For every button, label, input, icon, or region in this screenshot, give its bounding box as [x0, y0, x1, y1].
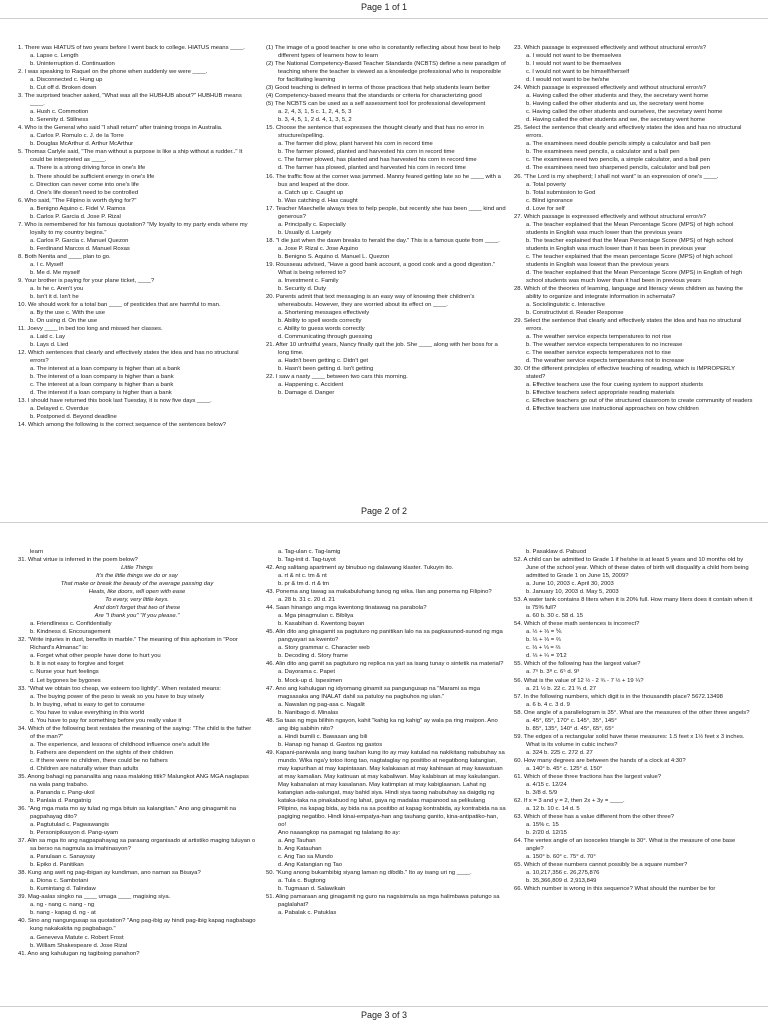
answer-option: b. Security d. Duty [278, 285, 327, 292]
question-text: 34. Which of the following best restates the meaning of the saying: "The child is the father of the man?" [18, 725, 252, 740]
poem-line: Little Things [121, 565, 153, 572]
answer-option: a. Panulaan c. Sanaysay [30, 854, 96, 861]
answer-option: b. Hanap ng hanap d. Gastos ng gastos [278, 741, 383, 748]
question-text: 38. Kung ang awit ng pag-ibigan ay kundiman, ano naman sa Bisaya? [18, 870, 201, 877]
question-text: 52. A child can be admitted to Grade 1 if he/she is at least 5 years and 10 months old by June of the school year. Which of these dates of birth will disqualify a child from being admitted to Grade 1 on June 15, 2009? [514, 557, 749, 580]
answer-option: b. Nanibago d. Minalas [278, 709, 339, 716]
question-text: 21. After 10 unfruitful years, Nancy finally quit the job. She ____ along with her boss for a long time. [266, 342, 498, 357]
answer-option: b. Having called the other students and us, the secretary went home [526, 101, 704, 108]
answer-option: b. Total submission to God [526, 189, 596, 196]
answer-option: a. Principally c. Especially [278, 221, 346, 228]
answer-option: b. I would not want to be themselves [526, 61, 622, 68]
answer-option: a. Total poverty [526, 181, 566, 188]
question-text: 19. Rousseau advised, "Have a good bank account, a good cook and a good digestion." What is being referred to? [266, 261, 496, 276]
page-1-divider [0, 18, 768, 19]
poem-line: And don't forget that two of these [93, 605, 181, 612]
question-text: 57. In the following numbers, which digit is in the thousandth place? 5672.13498 [514, 693, 723, 700]
answer-option: b. Usually d. Largely [278, 229, 332, 236]
answer-option: c. The interest at a loan company is higher than a bank [30, 382, 174, 389]
answer-option: c. Nurse your hurt feelings [30, 669, 99, 676]
question-text: 46. Alin dito ang gamit sa pagtuturo ng replica na yari sa isang tunay o sintetik na material? [266, 661, 504, 668]
answer-option: a. Pagtutulad c. Pagwawangis [30, 822, 109, 829]
answer-option: b. Serenity d. Stillness [30, 117, 89, 124]
answer-option: b. William Shakespeare d. Jose Rizal [30, 942, 128, 949]
question-text: 10. We should work for a total ban ____ of pesticides that are harmful to man. [18, 302, 221, 308]
answer-option: b. Fathers are dependent on the sights of their children [30, 749, 174, 756]
answer-option: a. Mga pinagmulan c. Bibliya [278, 613, 354, 620]
answer-option: a. rt & nt c. tm & nt [278, 573, 327, 580]
answer-option: b. Benigno S. Aquino d. Manuel L. Quezon [278, 253, 390, 260]
answer-option: b. Mock-up d. Ispesimen [278, 677, 343, 684]
question-text: 64. The vertex angle of an isosceles triangle is 30°. What is the measure of one base angle? [514, 838, 736, 853]
answer-option: d. Children are naturally wiser than adults [30, 765, 139, 772]
question-text: 5. Thomas Carlyle said, "The man without a purpose is like a ship without a rudder.." It could be interpreted as ____. [18, 149, 243, 164]
answer-option: a. Effective teachers use the four cueing system to support students [526, 382, 704, 389]
answer-option: a. The experience, and lessons of childhood influence one's adult life [30, 741, 210, 748]
answer-option: a. Laid c. Lay [30, 334, 66, 341]
answer-option: b. Cut off d. Broken down [30, 85, 97, 92]
answer-option: c. Ang Tao sa Mundo [278, 854, 333, 861]
answer-option: a. 7⁶ b. 3⁸ c. 6⁵ d. 9³ [526, 669, 580, 676]
answer-option: c. Effective teachers go out of the structured classroom to create community of readers [526, 398, 753, 405]
answer-option: b. The examinees need pencils, a calculator and a ball pen [526, 149, 680, 156]
question-text: 50. "Kung anong bukambibig siyang laman ng dibdib." Ito ay isang uri ng ____. [266, 870, 472, 877]
answer-option: b. Damage d. Danger [278, 390, 335, 397]
answer-option: d. The farmer has plowed, planted and harvested his corn in record time [278, 165, 466, 172]
question-text: 17. Teacher Maechelle always tries to help people, but recently she has been ____ kind and generous? [266, 205, 506, 220]
answer-option: a. Benigno Aquino c. Fidel V. Ramos [30, 205, 126, 212]
answer-option: a. Happening c. Accident [278, 382, 344, 389]
answer-option: a. Ang Tauhan [278, 838, 316, 845]
answer-option: a. Hadn't been getting c. Didn't get [278, 358, 369, 365]
answer-option: a. 60 b. 30 c. 58 d. 15 [526, 613, 583, 620]
answer-option: b. Pasaklaw d. Pabuod [526, 549, 587, 555]
question-text: 51. Aling pamaraan ang ginagamit ng guro na nagsisimula sa mga halimbawa patungo sa paglalahat? [266, 894, 500, 909]
answer-option: a. Pabalak c. Patuklas [278, 910, 337, 917]
answer-option: c. Ability to guess words correctly [278, 326, 365, 333]
question-text: 58. One angle of a parallelogram is 35°. What are the measures of the other three angels? [514, 709, 750, 716]
question-text: 42. Ang salitang apartment ay binubuo ng dalawang klaster. Tukuyin ito. [266, 565, 454, 572]
question-text: 56. What is the value of 12 ½ - 2 ¾ - 7 ½ + 19 ¼? [514, 677, 644, 684]
page-1-column-1 [18, 44, 256, 430]
question-text: 60. How many degrees are between the hands of a clock at 4:30? [514, 757, 686, 764]
question-text: 13. I should have returned this book last Tuesday, it is now five days ____. [18, 398, 212, 405]
question-text: 35. Anong bahagi ng pananalita ang nasa malaking titik? Malungkot ANG MGA naglapas na wala pang trabaho. [18, 773, 249, 788]
answer-option: a. Tula c. Bugtong [278, 878, 326, 885]
answer-option: a. Nawalan ng pag-asa c. Nagalit [278, 701, 365, 708]
question-text: 61. Which of these three fractions has the largest value? [514, 773, 662, 780]
question-text: 15. Choose the sentence that expresses the thought clearly and that has no error in structure/spelling. [266, 125, 484, 140]
answer-option: c. If there were no children, there could be no fathers [30, 757, 168, 764]
page-2-column-3 [514, 548, 754, 893]
question-text: 32. "Write injuries in dust, benefits in marble." The meaning of this aphorism in "Poor Richard's Almanac" is: [18, 637, 238, 652]
answer-option: d. One's life doesn't need to be controlled [30, 189, 139, 196]
answer-option: c. The examinees need two pencils, a simple calculator, and a ball pen [526, 157, 710, 164]
answer-option: c. Blind ignorance [526, 197, 573, 204]
answer-option: b. Ang Katauhan [278, 846, 322, 853]
answer-option: d. I would not want to be he/she [526, 77, 610, 84]
answer-option: a. Tag-ulan c. Tag-lamig [278, 549, 341, 555]
question-text: 36. "Ang mga mata mo ay tulad ng mga bituin sa kalangitan." Ano ang ginagamit na pagpahayag dito? [18, 806, 237, 821]
question-text: 12. Which sentences that clearly and effectively states the idea and has no structural errors? [18, 350, 239, 365]
answer-option: a. Hush c. Commotion [30, 109, 89, 116]
question-text: 2. I was speaking to Raquel on the phone when suddenly we were ____. [18, 69, 208, 76]
question-text: 41. Ano ang kahulugan ng tagibsing panahon? [18, 950, 140, 957]
answer-option: b. Me d. Me myself [30, 269, 80, 276]
answer-option: a. Forget what other people have done to hurt you [30, 653, 161, 660]
question-text: 49. Kapani-paniwala ang isang tauhan kung ito ay may katulad na nakikitang nabubuhay sa mundo. Wika nga'y totoo itong tao, nagtataglay ng positibo at negatibong katangian, may kapurihan at may kapintasan. May kalakasan at may kahinaan at may kawastuan at may kamalian. May katinuan at may kabaliwan. May kalabisan at may kakulangan. May kabanalan at may kasalanan. May katimpian at may kabiglaanan. Lahat ng katangian ada-salungat, may bahid siya. Hindi siya taong nabubuhay sa daigdig ng kataka-taka na pinakabuod ng lahat, gaya ng madalas mapanood sa pelikulang Pilipino, na kapag bida, ay bida na sa positibo at kapag kontrabida, ay kontrabida na sa pagiging negatibo. Hindi kinai-empatya-han ang tauhang ganito, kina-antipatiko-han, oo! [266, 749, 506, 829]
answer-option: b. Lays d. Lied [30, 342, 69, 349]
answer-option: a. Carlos P. Garcia c. Manuel Quezon [30, 237, 129, 244]
answer-option: a. Pananda c. Pang-ukol [30, 789, 95, 796]
question-text: 30. Of the different principles of effective teaching of reading, which is IMPROPERLY stated? [514, 366, 735, 381]
question-text: (1) The image of a good teacher is one who is constantly reflecting about how best to help different types of learners how to learn [266, 45, 501, 60]
answer-option: b. Panlaia d. Pangatnig [30, 797, 91, 804]
page-2-column-1 [18, 548, 256, 958]
question-text: 11. Joevy ____ in bed too long and missed her classes. [18, 326, 163, 333]
answer-option: d. Let bygones be bygones [30, 677, 101, 684]
answer-option: d. Effective teachers use instructional approaches on how children [526, 406, 699, 413]
answer-option: d. The interest if a loan company is higher than a bank [30, 390, 172, 397]
answer-option: c. The weather service expects temperatures not to rise [526, 350, 671, 357]
answer-option: b. On using d. On the use [30, 318, 98, 325]
question-text: 18. "I die just when the dawn breaks to herald the day." This is a famous quote from ____. [266, 237, 500, 244]
answer-option: a. I c. Myself [30, 261, 64, 268]
answer-option: b. 3/8 d. 5/9 [526, 789, 558, 796]
question-text: (3) Good teaching is defined in terms of those practices that help students learn better [266, 85, 490, 92]
poem-line: Heats, like doors, will open with ease [88, 589, 186, 596]
answer-option: b. The interest of a loan company is higher than a bank [30, 374, 174, 381]
answer-option: a. Diona c. Sambotani [30, 878, 88, 885]
answer-option: a. Lapse c. Length [30, 53, 79, 60]
answer-option: b. Uninterruption d. Continuation [30, 61, 115, 68]
question-text: 63. Which of these has a value different from the other three? [514, 814, 675, 821]
answer-option: d. ⅓ + ¼ = 7⁄12 [526, 653, 567, 660]
page-3-divider [0, 1006, 768, 1007]
question-text: 16. The traffic flow at the corner was jammed. Manny feared getting late so he ____ with a bus and leaped at the door. [266, 173, 501, 188]
answer-option: c. I would not want to be himself/herself [526, 69, 630, 76]
answer-option: b. ⅓ + ⅓ = ⅔ [526, 637, 561, 644]
answer-option: b. Postponed d. Beyond deadline [30, 414, 117, 421]
answer-option: b. Ferdinand Marcos d. Manuel Roxas [30, 245, 130, 252]
question-text: 14. Which among the following is the correct sequence of the sentences below? [18, 422, 226, 429]
question-text: 20. Parents admit that text messaging is an easy way of knowing their children's whereabouts. However, they are worried about its effect on ____. [266, 293, 475, 308]
answer-option: b. Personipikasyon d. Pang-uyam [30, 830, 119, 837]
page-2-header: Page 2 of 2 [360, 506, 408, 516]
answer-option: a. The interest at a loan company is higher than at a bank [30, 366, 181, 373]
answer-option: a. The examinees need double pencils simply a calculator and ball pen [526, 141, 711, 148]
answer-option: b. nang - kapag d. ng - at [30, 910, 96, 917]
question-text: 7. Who is remembered for his famous quotation? "My loyalty to my party ends where my loyalty to my country begins." [18, 221, 248, 236]
page-1-header: Page 1 of 1 [360, 2, 408, 12]
question-text: 39. Mag-aalas singko na ____ umaga ____ magising siya. [18, 894, 171, 901]
answer-option: a. Hindi bumili c. Bawasan ang bili [278, 733, 368, 740]
answer-option: a. Friendliness c. Confidentially [30, 621, 112, 628]
answer-option: a. 140° b. 45° c. 125° d. 150° [526, 765, 603, 772]
question-text: 8. Both Nenita and ____ plan to go. [18, 253, 111, 260]
answer-option: a. 4/15 c. 12/24 [526, 781, 567, 788]
answer-option: a. The farmer did plow, plant harvest his corn in record time [278, 141, 433, 148]
question-text: 47. Ano ang kahulugan ng idyomang ginamit sa pangungusap na "Marami sa mga magsasaka ang INALAT dahil sa patuloy na pagbuhos ng ulan." [266, 685, 480, 700]
question-text: 66. Which number is wrong in this sequence? What should the number be for [514, 886, 716, 893]
question-text: 22. I saw a nasty ____ between two cars this morning. [266, 374, 408, 381]
answer-option: d. The weather service expects temperatures not to increase [526, 358, 685, 365]
question-text: 25. Select the sentence that clearly and effectively states the idea and has no structural errors. [514, 125, 742, 140]
answer-option: b. Kindness d. Encouragement [30, 629, 111, 636]
question-text: 55. Which of the following has the largest value? [514, 661, 641, 668]
question-text: 1. There was HIATUS of two years before I went back to college. HIATUS means ____. [18, 45, 245, 51]
answer-option: a. 15% c. 15 [526, 822, 559, 829]
answer-option: a. Carlos P. Romulo c. J. de la Torre [30, 133, 124, 140]
answer-option: a. Is he c. Aren't you [30, 285, 84, 292]
question-text: 29. Select the sentence that clearly and effectively states the idea and has no structural errors. [514, 318, 742, 333]
question-text: 28. Which of the theories of learning, language and literacy views children as having the ability to organize and integrate information in schemata? [514, 285, 743, 300]
answer-option: a. 21 ½ b. 22 c. 21 ¾ d. 27 [526, 685, 597, 692]
answer-option: b. Decoding d. Story frame [278, 653, 349, 660]
answer-option: c. ⅓ + ⅓ = ⅔ [526, 645, 561, 652]
answer-option: b. Effective teachers select appropriate reading materials [526, 390, 675, 397]
question-text: (4) Competency-based means that the standards or criteria for characterizing good [266, 93, 482, 100]
answer-option: b. Constructivist d. Reader Response [526, 310, 624, 317]
answer-option: d. Having called the other students and we, the secretary went home [526, 117, 706, 124]
answer-option: a. 324 b. 225 c. 272 d. 27 [526, 749, 593, 756]
answer-option: a. Jose P. Rizal c. Jose Aquino [278, 245, 359, 252]
answer-option: a. 45°, 65°, 170° c. 145°, 35°, 145° [526, 717, 617, 724]
answer-option: b. Epiko d. Panitikan [30, 862, 84, 869]
answer-option: b. The weather service expects temperatures to no increase [526, 342, 683, 349]
question-text: 62. If x = 3 and y = 2, then 2x + 3y = ____. [514, 797, 625, 804]
answer-option: d. The examinees need two sharpened pencils, calculator and ball pen [526, 165, 710, 172]
answer-option: a. Dayorama c. Papet [278, 669, 335, 676]
answer-option: a. There is a strong driving force in one's life [30, 165, 146, 172]
answer-option: a. 12 b. 10 c. 14 d. 5 [526, 806, 580, 812]
answer-option: c. The teacher explained that the mean percentage Score (MPS) of high school students in English was lowest than the previous years [526, 253, 733, 268]
answer-option: b. Tugmaan d. Salawikain [278, 886, 346, 893]
page-1-column-2 [266, 44, 506, 397]
answer-option: b. It is not easy to forgive and forget [30, 661, 124, 668]
answer-option: a. Geneveva Matute c. Robert Frost [30, 934, 124, 941]
question-text: 65. Which of these numbers cannot possibly be a square number? [514, 862, 688, 869]
question-text: 45. Alin dito ang ginagamit sa pagtuturo ng panitikan lalo na sa pagkasunod-sunod ng mga pangyayari sa kwento? [266, 629, 503, 644]
answer-option: d. The teacher explained that the Mean Percentage Score (MPS) in English of high school students was much lower than it had been in previous years [526, 269, 743, 284]
answer-option: c. Direction can never come into one's life [30, 181, 139, 188]
answer-option: a. Shortening messages effectively [278, 310, 370, 317]
answer-option: d. You have to pay for something before you really value it [30, 717, 182, 724]
answer-option: b. Carlos P. Garcia d. Jose P. Rizal [30, 213, 121, 220]
answer-option: a. Sociolinguistic c. Interactive [526, 302, 605, 308]
question-text: 24. Which passage is expressed effectively and without structural error/s? [514, 85, 707, 92]
question-text: (2) The National Competency-Based Teacher Standards (NCBTS) define a new paradigm of teaching where the teacher is viewed as a knowledge professional who is responsible for facilitating learning [266, 61, 506, 84]
answer-option: a. 10,217,356 c. 26,275,876 [526, 870, 600, 877]
answer-option: b. 85°, 135°, 140° d. 45°, 65°, 65° [526, 725, 614, 732]
answer-option: learn [30, 549, 44, 555]
question-text: 33. "What we obtain too cheap, we esteem too lightly". When restated means: [18, 685, 221, 692]
answer-option: a. ng - nang c. nang - ng [30, 902, 95, 909]
answer-option: a. The weather service expects temperatures to not rise [526, 334, 672, 341]
answer-option: a. Story grammar c. Character web [278, 645, 370, 652]
answer-option: b. January 10, 2003 d. May 5, 2003 [526, 589, 619, 596]
answer-option: b. 2/20 d. 12/15 [526, 830, 567, 837]
answer-option: b. Isn't it d. Isn't he [30, 293, 79, 300]
question-text: 59. The edges of a rectangular solid have these measures: 1.5 feet x 1½ feet x 3 inches. What is its volume in cubic inches? [514, 733, 745, 748]
answer-option: b. Hasn't been getting d. Isn't getting [278, 366, 374, 373]
answer-option: d. Love for self [526, 205, 565, 212]
question-text: 40. Sino ang nangungusap sa quotation? "Ang pag-ibig ay hindi pag-ibig kapag nagbabago kung nakakakita ng pagbabago." [18, 918, 256, 933]
answer-option: a. 150° b. 60° c. 75° d. 70° [526, 854, 596, 861]
answer-option: b. Kumintang d. Talindaw [30, 886, 96, 893]
answer-option: b. 3, 4, 5, 1, 2 d. 4, 1, 3, 5, 2 [278, 117, 352, 124]
answer-option: a. Delayed c. Overdue [30, 406, 89, 413]
answer-option: c. You have to value everything in this world [30, 709, 145, 716]
answer-option: d. Ang Katangian ng Tao [278, 862, 343, 869]
answer-option: Ano naaangkop na pamagat ng talatang ito ay: [278, 830, 401, 837]
answer-option: b. Ability to spell words correctly [278, 318, 362, 325]
answer-option: b. Tag-init d. Tag-tuyot [278, 557, 336, 564]
page-1-column-3 [514, 44, 754, 413]
answer-option: a. June 10, 2003 c. April 30, 2003 [526, 581, 614, 588]
answer-option: a. The buying power of the peso is weak so you have to buy wisely [30, 693, 205, 700]
answer-option: a. I would not want to be themselves [526, 53, 622, 60]
answer-option: b. Kasabihan d. Kwentong bayan [278, 621, 365, 628]
answer-option: a. 6 b. 4 c. 3 d. 9 [526, 701, 570, 708]
page-2-divider [0, 522, 768, 523]
question-text: 53. A water tank contains 8 liters when it is 20% full. How many liters does it contain when it is 75% full? [514, 597, 753, 612]
question-text: 3. The surprised teacher asked, "What was all the HUBHUB about?" HUBHUB means ____. [18, 93, 242, 108]
question-text: 26. "The Lord is my shepherd; I shall not want" is an expression of one's ____. [514, 173, 719, 180]
question-text: 9. Your brother is paying for your plane ticket, ____? [18, 277, 155, 284]
poem-line: To every, very little keys. [105, 597, 169, 604]
answer-option: b. Was catching d. Has caught [278, 197, 358, 204]
question-text: 48. Sa taas ng mga bilihin ngayon, kahit "kahig ka ng kahig" ay wala pa ring maipon. Ano ang ibig sabihin nito? [266, 717, 498, 732]
answer-option: b. The farmer plowed, planted and harvested his corn in record time [278, 149, 455, 156]
answer-option: a. 28 b. 31 c. 20 d. 21 [278, 597, 335, 604]
question-text: 37. Alin sa mga ito ang nagpapahayag sa paraang organisado at artistiko maging tuluyan o sa berso na nagmula sa imahinasyon? [18, 838, 256, 853]
answer-option: d. Communicating through guessing [278, 334, 373, 341]
answer-option: a. By the use c. With the use [30, 310, 105, 317]
poem-line: It's the little things we do or say [96, 573, 178, 580]
question-text: 27. Which passage is expressed effectively and without structural error/s? [514, 213, 707, 220]
answer-option: b. The teacher explained that the Mean Percentage Score (MPS) of high school students in English was much lower than it has been in previous year [526, 237, 734, 252]
answer-option: b. Douglas McArthur d. Arthur McArthur [30, 141, 134, 148]
poem-line: Are "I thank you" "If you please." [94, 613, 180, 620]
answer-option: c. Having called the other students and ourselves, the secretary went home [526, 109, 723, 116]
page-3-header: Page 3 of 3 [360, 1010, 408, 1020]
answer-option: a. Catch up c. Caught up [278, 189, 344, 196]
question-text: 6. Who said, "The Filipino is worth dying for?" [18, 197, 137, 204]
answer-option: a. Disconnected c. Hung up [30, 77, 103, 84]
question-text: 4. Who is the General who said "I shall return" after training troops in Australia. [18, 125, 223, 132]
question-text: 44. Saan hinango ang mga kwentong tinatawag na parabola? [266, 605, 427, 612]
answer-option: b. 35,366,809 d. 2,913,849 [526, 878, 597, 885]
answer-option: a. Having called the other students and they, the secretary went home [526, 93, 709, 100]
poem-line: That make or break the beauty of the average passing day [60, 581, 214, 588]
question-text: 43. Ponema ang tawag sa makabuluhang tunog ng wika. Ilan ang ponema ng Filipino? [266, 589, 492, 596]
question-text: 54. Which of these math sentences is incorrect? [514, 621, 640, 628]
answer-option: b. pr & tm d. rt & tm [278, 581, 330, 588]
answer-option: a. ½ + ⅓ = ⅚ [526, 629, 562, 636]
answer-option: b. In buying, what is easy to get to consume [30, 701, 145, 708]
question-text: 31. What virtue is inferred in the poem below? [18, 557, 138, 564]
answer-option: c. The farmer plowed, has planted and has harvested his corn in record time [278, 157, 477, 164]
answer-option: a. The teacher explained that the Mean Percentage Score (MPS) of high school students in English was much lower than the previous years [526, 221, 734, 236]
answer-option: b. There should be sufficient energy in one's life [30, 173, 155, 180]
question-text: (5) The NCBTS can be used as a self assessment tool for professional development [266, 101, 486, 108]
question-text: 23. Which passage is expressed effectively and without structural error/s? [514, 45, 707, 51]
answer-option: a. Investment c. Family [278, 277, 339, 284]
page-2-column-2 [266, 548, 506, 917]
answer-option: a. 2, 4, 3, 1, 5 c. 1, 2, 4, 5, 3 [278, 109, 352, 116]
